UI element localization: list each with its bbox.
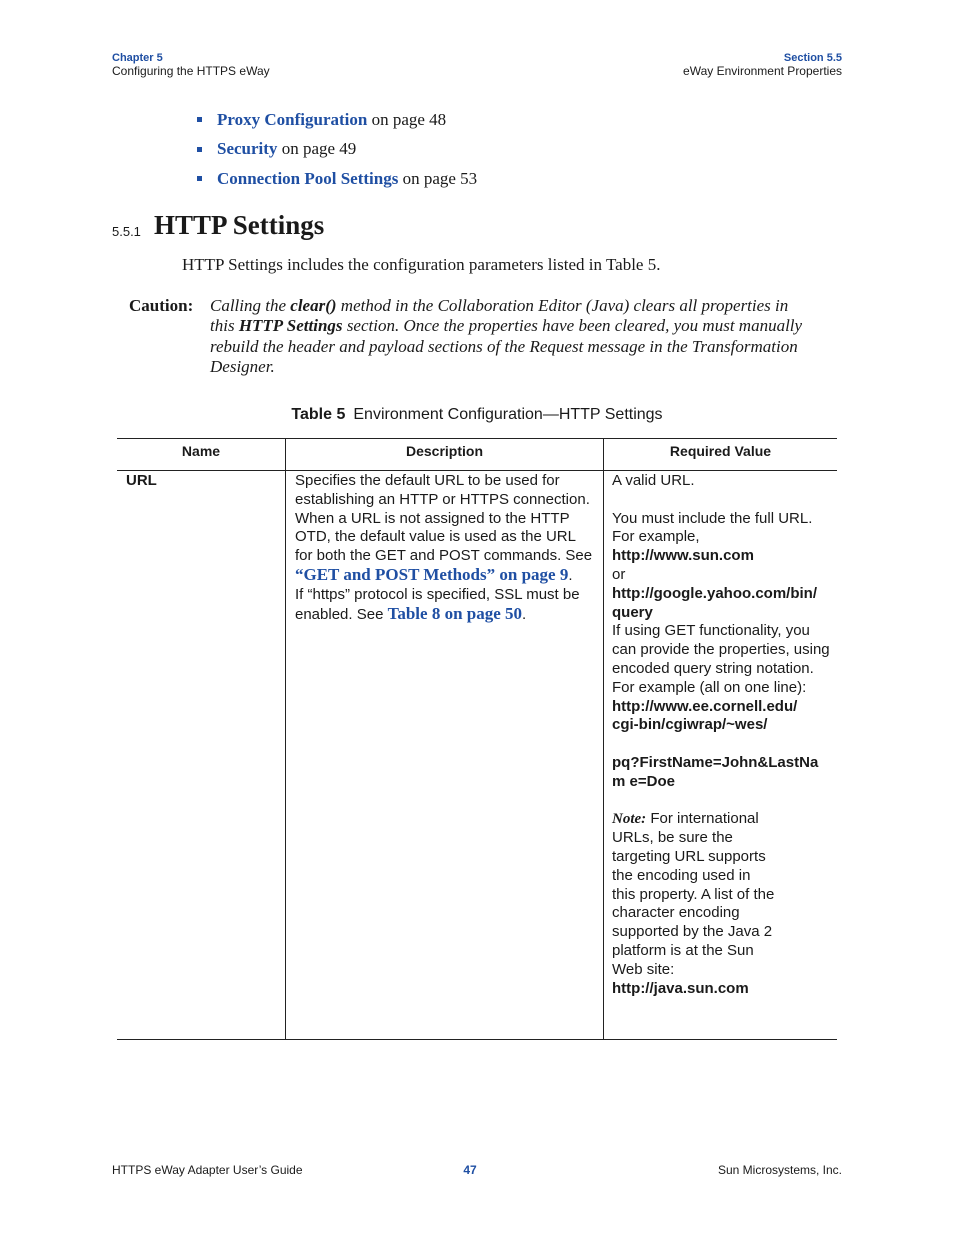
description-text: Specifies the default URL to be used for establishing an HTTP or HTTPS connection. When a URL is not assigned to the HTTP OTD, the default value is used as the URL for both the GET and POST commands. See: [295, 472, 593, 565]
bullet-square-icon: [197, 176, 202, 181]
list-item: [197, 105, 477, 135]
example-url: http://java.sun.com: [612, 979, 749, 997]
list-item: [197, 164, 477, 194]
caution-text: [210, 296, 810, 377]
table-caption: [0, 406, 954, 424]
bullet-square-icon: [197, 117, 202, 122]
caution-text-part: Calling the: [210, 296, 291, 315]
page-ref: on page 53: [398, 168, 478, 188]
caution-label: Caution:: [129, 296, 194, 315]
link-connection-pool-settings[interactable]: Connection Pool Settings: [217, 168, 399, 188]
required-text: If using GET functionality, you can provide the properties, using encoded query string notation. For example (all on one line):: [612, 622, 830, 696]
required-text: or: [612, 565, 626, 583]
chapter-label: Chapter 5: [112, 52, 163, 64]
note-paragraph: [612, 810, 777, 979]
page-ref: on page 48: [367, 109, 447, 129]
chapter-title: Configuring the HTTPS eWay: [112, 64, 270, 78]
column-divider: [285, 438, 286, 1040]
column-header-name: Name: [181, 443, 221, 459]
running-header-right: [683, 52, 842, 78]
table-caption-label: Table 5: [291, 406, 346, 423]
page-number: 47: [463, 1163, 477, 1177]
caution-text-part: method in the Collaboration Editor (Java) clears all properties in this: [210, 296, 789, 336]
link-proxy-configuration[interactable]: Proxy Configuration: [217, 109, 368, 129]
description-text: .: [522, 605, 527, 623]
description-text: .: [568, 566, 573, 584]
caution-method-name: clear(): [290, 296, 337, 315]
example-url: pq?FirstName=John&LastNam e=Doe: [612, 753, 819, 790]
example-url: http://www.ee.cornell.edu/ cgi-bin/cgiwrap/~wes/: [612, 697, 798, 734]
page-title: HTTP Settings: [154, 210, 325, 240]
link-security[interactable]: Security: [217, 139, 278, 159]
section-label: Section 5.5: [783, 52, 842, 64]
footer-company: Sun Microsystems, Inc.: [717, 1163, 842, 1177]
running-header-left: [112, 52, 270, 78]
caution-text-part: section. Once the properties have been cleared, you must manually rebuild the header and payload sections of the Request message in the Transformation Designer.: [210, 316, 803, 376]
cell-description: [295, 472, 595, 624]
list-item: [197, 135, 477, 165]
table-caption-text: Environment Configuration—HTTP Settings: [353, 406, 663, 423]
column-divider: [603, 438, 604, 1040]
cell-required-value: [612, 472, 837, 998]
bullet-square-icon: [197, 147, 202, 152]
note-text: For international URLs, be sure the targeting URL supports the encoding used in this property. A list of the character encoding supported by the Java 2 platform is at the Sun Web site:: [612, 810, 775, 978]
table-rule: [117, 438, 837, 439]
description-text: If “https” protocol is specified, SSL must be enabled. See: [295, 585, 580, 623]
section-number: 5.5.1: [112, 224, 141, 239]
link-table-8[interactable]: Table 8 on page 50: [387, 603, 523, 623]
settings-table: [117, 438, 837, 1040]
link-get-and-post-methods[interactable]: “GET and POST Methods” on page 9: [295, 564, 569, 584]
table-rule: [117, 1039, 837, 1040]
example-url: http://google.yahoo.com/bin/ query: [612, 584, 817, 621]
required-text: A valid URL.: [612, 472, 695, 489]
column-header-required-value: Required Value: [669, 443, 772, 459]
example-url: http://www.sun.com: [612, 547, 754, 565]
page-ref: on page 49: [277, 139, 357, 159]
note-label: Note:: [612, 811, 647, 828]
column-header-description: Description: [405, 443, 483, 459]
cell-name: URL: [126, 472, 157, 489]
footer-guide-title: HTTPS eWay Adapter User’s Guide: [112, 1163, 303, 1177]
related-links-list: [197, 105, 477, 194]
table-rule: [117, 470, 837, 471]
intro-paragraph: HTTP Settings includes the configuration parameters listed in Table 5.: [182, 255, 661, 274]
caution-section-name: HTTP Settings: [238, 316, 343, 336]
section-title-header: eWay Environment Properties: [683, 64, 842, 78]
required-text: You must include the full URL. For example,: [612, 509, 813, 546]
